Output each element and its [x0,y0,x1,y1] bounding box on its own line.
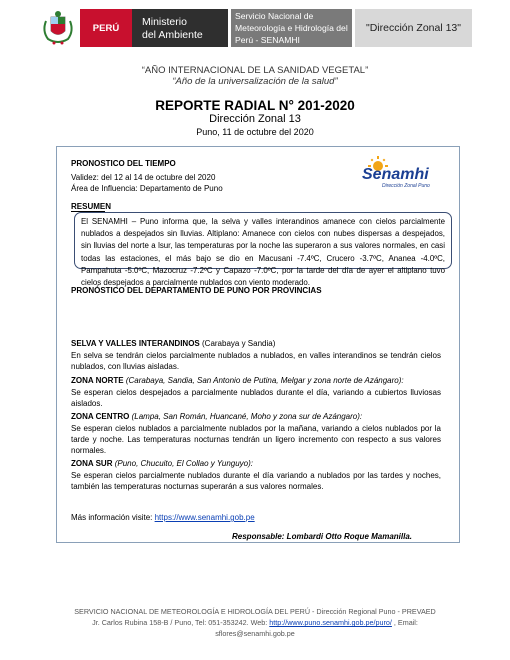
section-selva-name: SELVA Y VALLES INTERANDINOS [71,339,200,348]
logo-subtitle: Dirección Zonal Puno [382,183,430,189]
summary-heading: RESUMEN [71,202,112,211]
footer-address: Jr. Carlos Rubina 158-B / Puno, Tel: 051-353242. Web: [92,618,270,627]
section-selva-places: (Carabaya y Sandia) [202,339,276,348]
footer-email-label: , Email: [391,618,418,627]
service-line-1: Servicio Nacional de [235,11,314,21]
report-title: REPORTE RADIAL N° 201-2020 [155,98,355,113]
summary-box [74,212,452,288]
logo-name: Senamhi [362,166,429,183]
footer-email: sflores@senamhi.gob.pe [215,629,295,638]
more-info [71,512,255,523]
footer-web-link[interactable]: http://www.puno.senamhi.gob.pe/puro/ [269,618,392,627]
more-info-label: Más información visite: [71,513,153,522]
year-name-international: “AÑO INTERNACIONAL DE LA SANIDAD VEGETAL” [141,65,369,76]
responsible: Responsable: Lombardi Otto Roque Mamanilla. [232,532,413,541]
section-selva-text: En selva se tendrán cielos parcialmente nublados a nublados, en valles interandinos se tendrán cielos nublados, con lluvias aisladas. [71,351,441,372]
senamhi-label [231,9,352,47]
service-line-2: Meteorología e Hidrología del [235,23,348,33]
service-line-3: Perú - SENAMHI [235,35,300,45]
ministry-line-2: del Ambiente [142,29,203,41]
senamhi-logo [356,156,440,192]
footer-line-2 [40,617,470,628]
zone-subtitle: Dirección Zonal 13 [209,113,301,125]
forecast-validity: Validez: del 12 al 14 de octubre del 2020 [71,173,216,182]
section-sur-name: ZONA SUR [71,459,113,468]
section-centro [71,411,446,422]
section-norte-text: Se esperan cielos despejados a parcialmente nublados durante el día, variando a cubiertos lluviosas aislados. [71,388,441,409]
peru-coat-of-arms-icon [38,9,78,47]
ministry-label [132,9,228,47]
provinces-heading: PRONÓSTICO DEL DEPARTAMENTO DE PUNO POR PROVINCIAS [71,286,322,295]
footer-line-1: SERVICIO NACIONAL DE METEOROLOGÍA E HIDROLOGÍA DEL PERÚ - Dirección Regional Puno - PREVAED [74,607,436,616]
footer [40,606,470,639]
section-sur [71,458,446,469]
forecast-heading: PRONOSTICO DEL TIEMPO [71,159,176,168]
section-selva [71,338,441,349]
year-name-national: “Año de la universalización de la salud” [172,76,338,87]
forecast-area: Área de Influencia: Departamento de Puno [71,184,223,193]
section-centro-name: ZONA CENTRO [71,412,130,421]
section-norte-places: (Carabaya, Sandia, San Antonio de Putina, Melgar y zona norte de Azángaro): [125,376,404,385]
senamhi-website-link[interactable]: https://www.senamhi.gob.pe [154,513,255,522]
section-norte-name: ZONA NORTE [71,376,124,385]
section-sur-text: Se esperan cielos parcialmente nublados durante el día variando a nublados por las tardes y noches, también las temperaturas nocturnas superarán a sus valores normales. [71,471,441,492]
place-date: Puno, 11 de octubre del 2020 [196,127,314,137]
section-sur-places: (Puno, Chucuito, El Collao y Yunguyo): [114,459,254,468]
section-norte [71,375,446,386]
section-centro-text: Se esperan cielos nublados a parcialmente nublados por la mañana, variando a cielos nublados por la tarde y noche. Las temperaturas nocturnas tendrán un ligero incremento con respecto a sus valores normales. [71,424,441,456]
peru-label: PERÚ [80,9,132,47]
summary-text: El SENAMHI – Puno informa que, la selva y valles interandinos amanece con cielos parcialmente nublados a despejados sin lluvias. Altiplano: Amanece con cielos con nubes dispersas a despejados, sin lluvias del norte a lsur, las temperaturas por la noche las superaron a sus valores normales, en casi todas las estaciones, el más bajo se dio en Macusani -7.4ºC, Crucero -3.7ºC, Ananea -4.0ºC, Pampahuta -5.0ºC, Mazocruz -7.2ºC y Capazo -7.0ºC, por la tarde del día de ayer el altiplano tuvo cielos despejados a parcialmente nublados con viento moderado. [81,217,445,288]
section-centro-places: (Lampa, San Román, Huancané, Moho y zona sur de Azángaro): [131,412,363,421]
zone-label: "Dirección Zonal 13" [355,9,472,47]
ministry-line-1: Ministerio [142,16,187,28]
